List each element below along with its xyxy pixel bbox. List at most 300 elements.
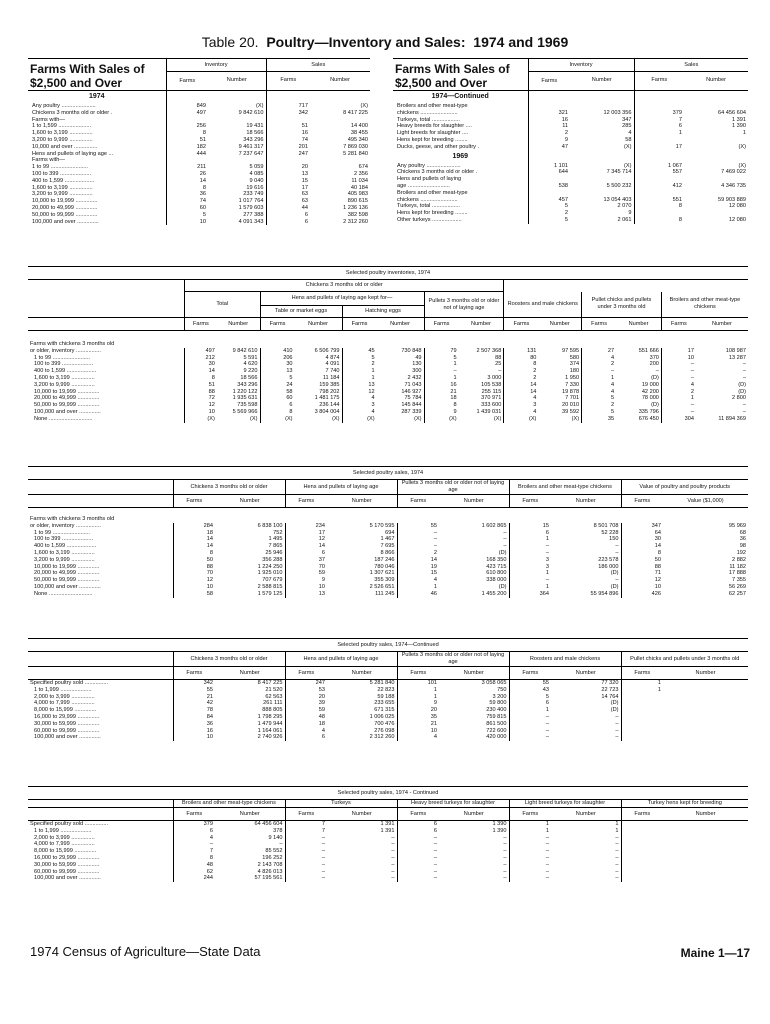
table-cell: 186 000 <box>598 563 619 570</box>
section-caption: Selected poultry sales, 1974 - Continued <box>28 787 748 800</box>
table-cell <box>663 828 748 835</box>
table-cell: – <box>279 841 283 848</box>
table-row <box>28 130 370 137</box>
table-row <box>28 734 748 741</box>
heading-right <box>393 59 528 91</box>
table-cell: 1 439 031 <box>476 408 502 415</box>
table-cell <box>621 869 663 876</box>
table-cell: 7 701 <box>565 395 580 402</box>
table-cell: 150 <box>609 536 619 543</box>
table-cell: 426 <box>621 591 663 598</box>
table-cell: 2 312 260 <box>369 734 395 741</box>
table-cell: 192 <box>736 549 747 556</box>
col-number: Number <box>226 77 247 84</box>
table-cell: 79 <box>424 348 459 355</box>
table-cell: 21 <box>424 389 459 396</box>
row-label: Broilers and other meat-type <box>397 189 468 196</box>
table-cell: 16 <box>424 382 459 389</box>
table-cell: 347 <box>622 116 632 123</box>
table-cell: 63 <box>266 198 310 205</box>
col-number: Number <box>215 808 285 821</box>
heading-line-1: Farms With Sales of <box>395 62 510 76</box>
table-cell <box>663 869 748 876</box>
top-left-table <box>28 58 370 225</box>
table-row <box>28 721 748 728</box>
table-cell: 8 <box>424 402 459 409</box>
table-cell: 256 <box>166 123 208 130</box>
table-cell: 88 <box>621 564 663 571</box>
table-cell: 9 <box>424 409 459 416</box>
table-cell: 12 080 <box>728 203 747 210</box>
col-number: Number <box>215 667 285 680</box>
table-cell: 674 <box>358 164 369 171</box>
table-cell: 59 <box>285 570 327 577</box>
stub-label: Farms with chickens 3 months old <box>30 516 115 522</box>
table-cell: 12 <box>342 389 377 396</box>
row-label: 400 to 1,599 ................... <box>34 368 97 375</box>
row-label: 1 to 99 ........................ <box>32 164 88 171</box>
table-cell: – <box>397 536 439 543</box>
col-header: Broilers and other meat-type chickens <box>509 480 621 495</box>
table-cell: 9 040 <box>249 177 264 184</box>
table-cell: – <box>655 368 659 375</box>
col-number: Number <box>439 667 509 680</box>
table-cell: 1 <box>634 130 684 137</box>
table-cell: – <box>615 549 619 556</box>
col-number: Number <box>551 667 621 680</box>
table-cell: 24 <box>260 382 295 389</box>
table-cell: 19 431 <box>246 123 264 130</box>
table-cell: 8 <box>504 361 539 368</box>
table-cell: 21 520 <box>265 686 283 693</box>
table-cell: – <box>615 868 619 875</box>
row-label: 10,000 to 19,999 .............. <box>32 198 98 205</box>
table-cell: 14 400 <box>350 123 369 130</box>
col-farms: Farms <box>661 318 696 331</box>
table-cell: (X) <box>342 416 377 423</box>
table-cell: – <box>285 862 327 869</box>
table-cell: (X) <box>571 415 580 422</box>
table-row <box>28 178 370 185</box>
table-cell: – <box>615 713 619 720</box>
table-cell: 1 006 025 <box>369 713 395 720</box>
table-cell: 20 <box>397 707 439 714</box>
table-cell: 233 655 <box>374 700 395 707</box>
year-label: 1974—Continued <box>431 93 489 100</box>
table-cell: 8 <box>621 550 663 557</box>
table-cell: 342 <box>266 110 310 117</box>
col-header: Table or market eggs <box>260 306 342 318</box>
col-number: Number <box>706 77 726 84</box>
table-cell: 1 <box>582 375 617 382</box>
table-cell <box>266 117 310 124</box>
table-cell: 707 679 <box>262 577 283 584</box>
row-label: 1,600 to 3,199 ............... <box>34 374 95 381</box>
table-cell: 1 <box>342 368 377 375</box>
table-cell: 7 <box>285 828 327 835</box>
table-cell <box>166 157 208 164</box>
col-header: Chickens 3 months old or older <box>173 480 285 495</box>
row-label: 400 to 1,599 ................... <box>32 177 95 184</box>
table-cell: 2 143 708 <box>257 861 283 868</box>
row-label: Any poultry ...................... <box>397 162 461 169</box>
row-label: 100 to 399 .................... <box>32 170 92 177</box>
table-cell: – <box>661 402 696 409</box>
table-row <box>28 375 748 382</box>
table-cell: – <box>742 408 746 415</box>
table-cell: 14 <box>166 178 208 185</box>
col-number: Number <box>439 808 509 821</box>
table-cell: 26 <box>166 171 208 178</box>
col-farms: Farms <box>173 495 215 508</box>
table-row <box>28 409 748 416</box>
table-cell: 15 <box>509 523 551 530</box>
table-cell <box>634 176 684 183</box>
table-cell: 4 085 <box>249 170 264 177</box>
row-label: Farms with— <box>32 116 65 123</box>
table-cell: 58 <box>173 591 215 598</box>
sales-table-1 <box>28 466 748 598</box>
table-cell: – <box>503 536 507 543</box>
table-cell: 38 455 <box>350 130 369 137</box>
table-cell: 1 <box>424 375 459 382</box>
col-farms: Farms <box>397 495 439 508</box>
table-cell: 53 <box>285 687 327 694</box>
table-cell <box>684 103 748 110</box>
table-row <box>28 875 748 882</box>
table-cell: 17 888 <box>728 570 747 577</box>
table-cell: 1 017 764 <box>238 198 264 205</box>
table-cell: 64 456 604 <box>718 109 747 116</box>
heading-line-2: $2,500 and Over <box>395 76 488 90</box>
table-cell: – <box>509 734 551 741</box>
table-cell: 538 <box>528 183 570 190</box>
table-cell: – <box>391 841 395 848</box>
table-cell: 20 <box>285 694 327 701</box>
table-cell <box>621 835 663 842</box>
table-cell: 105 538 <box>481 381 502 388</box>
table-cell: – <box>615 875 619 882</box>
col-header: Broilers and other meat-type chickens <box>173 800 285 808</box>
table-cell: 5 <box>424 355 459 362</box>
table-cell: 77 320 <box>601 680 619 686</box>
row-label: 100,000 and over .............. <box>34 875 101 882</box>
col-farms: Farms <box>173 667 215 680</box>
col-number: Number <box>696 318 748 331</box>
table-cell: (D) <box>610 700 619 707</box>
table-cell: 4 <box>173 835 215 842</box>
row-label: Broilers and other meat-type <box>397 103 468 109</box>
table-row <box>28 694 748 701</box>
table-cell: 2 070 <box>617 203 632 210</box>
footer-source: 1974 Census of Agriculture—State Data <box>30 944 261 959</box>
table-cell: – <box>391 875 395 882</box>
table-cell: 1 935 631 <box>232 395 258 402</box>
col-farms: Farms <box>509 808 551 821</box>
row-label: 100,000 and over .............. <box>32 218 99 225</box>
table-cell <box>621 821 663 828</box>
table-cell: 187 246 <box>374 556 395 563</box>
table-cell: 1 390 <box>492 827 507 834</box>
table-cell: 2 <box>528 210 570 217</box>
row-label: 1 to 99 ........................ <box>34 529 90 536</box>
table-cell <box>663 707 748 714</box>
row-label: Turkeys, total .................. <box>397 203 460 210</box>
table-cell <box>684 210 748 217</box>
table-cell: 52 228 <box>601 529 619 536</box>
year-label: 1974 <box>88 93 105 100</box>
table-cell: 10 <box>397 728 439 735</box>
table-cell: 849 <box>166 103 208 110</box>
table-row <box>28 191 370 198</box>
table-cell: – <box>661 375 696 382</box>
table-cell: 27 <box>582 348 617 355</box>
table-row <box>28 117 370 124</box>
table-row <box>28 862 748 869</box>
table-row <box>393 210 748 217</box>
table-row <box>28 828 748 835</box>
table-cell: – <box>509 855 551 862</box>
table-cell: 2 312 260 <box>343 218 369 225</box>
col-header: Pullets 3 months old or older not of laying age <box>397 652 509 667</box>
col-number: Number <box>330 77 350 84</box>
table-row <box>28 835 748 842</box>
table-cell: 750 <box>497 686 507 693</box>
table-cell: 236 144 <box>319 402 340 409</box>
table-row <box>28 389 748 396</box>
table-row <box>28 855 748 862</box>
col-number: Number <box>439 495 509 508</box>
table-cell <box>621 862 663 869</box>
col-header: Hens and pullets of laying age kept for— <box>260 292 424 306</box>
table-cell: 356 288 <box>262 556 283 563</box>
col-header: Hens and pullets of laying age <box>285 652 397 667</box>
table-cell: 1 <box>424 361 459 368</box>
col-number: Value ($1,000) <box>663 495 748 508</box>
row-label: 16,000 to 29,999 .............. <box>34 713 100 720</box>
col-farms: Farms <box>397 667 439 680</box>
table-cell: 8 <box>173 855 215 862</box>
table-cell: 287 339 <box>401 408 422 415</box>
table-cell: 18 566 <box>246 130 264 137</box>
table-cell: 17 <box>661 348 696 355</box>
table-cell: 35 <box>397 714 439 721</box>
col-number: Number <box>459 318 504 331</box>
col-header: Turkey hens kept for breeding <box>621 800 748 808</box>
table-cell: 70 <box>173 570 215 577</box>
table-cell: 2 <box>582 402 617 409</box>
table-cell: (D) <box>498 549 507 556</box>
table-cell: – <box>391 834 395 841</box>
table-cell: 70 <box>285 564 327 571</box>
col-header: Pullet chicks and pullets under 3 months old <box>621 652 748 667</box>
table-cell: – <box>285 869 327 876</box>
table-cell: 4 874 <box>325 354 340 361</box>
table-cell: 14 <box>504 382 539 389</box>
table-row <box>28 416 748 423</box>
table-row <box>28 707 748 714</box>
table-cell: – <box>509 862 551 869</box>
table-cell: 2 588 815 <box>257 583 283 590</box>
table-cell: 48 <box>285 714 327 721</box>
row-label: 400 to 1,599 ................... <box>34 543 97 550</box>
table-row <box>393 103 748 110</box>
table-years: 1974 and 1969 <box>473 34 569 50</box>
col-number: Number <box>551 808 621 821</box>
col-header: Total <box>184 292 260 318</box>
table-cell: 412 <box>634 183 684 190</box>
table-cell: 1 <box>621 680 663 687</box>
table-row <box>393 130 748 137</box>
table-cell: 759 815 <box>486 713 507 720</box>
row-label: Specified poultry sold ............... <box>30 680 109 686</box>
table-row <box>28 219 370 226</box>
table-cell: 9 <box>285 577 327 584</box>
row-label: 20,000 to 49,999 .............. <box>34 395 100 402</box>
table-cell: 444 <box>166 151 208 158</box>
table-cell <box>166 117 208 124</box>
table-cell: 200 <box>649 361 659 368</box>
row-label: 1,600 to 3,199 ............... <box>32 184 93 191</box>
row-label: 10,000 to 19,999 .............. <box>34 388 100 395</box>
table-row <box>28 164 370 171</box>
table-row <box>28 564 748 571</box>
table-cell: 2 800 <box>732 395 746 402</box>
table-row <box>393 169 748 176</box>
table-cell: 343 296 <box>237 381 258 388</box>
table-cell: 11 184 <box>322 374 340 381</box>
table-cell <box>663 721 748 728</box>
table-cell: – <box>391 854 395 861</box>
table-cell: 1 <box>397 694 439 701</box>
table-cell: – <box>391 868 395 875</box>
table-cell: (X) <box>493 415 502 422</box>
table-cell: 3 <box>509 564 551 571</box>
table-cell: 25 946 <box>265 549 283 556</box>
table-cell: 2 <box>397 550 439 557</box>
table-cell <box>663 687 748 694</box>
table-cell: 59 903 889 <box>718 196 747 203</box>
table-cell: 2 882 <box>732 556 747 563</box>
table-row <box>28 584 748 591</box>
table-cell: 1 <box>342 375 377 382</box>
table-cell <box>621 841 663 848</box>
table-cell: 9 461 317 <box>238 143 264 150</box>
table-cell <box>621 828 663 835</box>
table-cell <box>663 835 748 842</box>
table-cell <box>621 700 663 707</box>
table-cell: 3 <box>509 557 551 564</box>
table-cell: 1 391 <box>732 116 747 123</box>
table-row <box>28 536 748 543</box>
table-cell: 95 969 <box>728 522 747 529</box>
table-cell <box>621 875 663 882</box>
table-cell <box>570 176 634 183</box>
table-row <box>393 123 748 130</box>
table-cell: 20 <box>266 164 310 171</box>
table-row <box>28 543 748 550</box>
table-cell: 5 <box>582 395 617 402</box>
col-header: Pullets 3 months old or older not of laying age <box>397 480 509 495</box>
table-cell: 223 578 <box>598 556 619 563</box>
table-cell: 423 715 <box>486 563 507 570</box>
table-cell <box>663 694 748 701</box>
table-row <box>28 680 748 687</box>
table-row <box>28 103 370 110</box>
table-row <box>28 205 370 212</box>
table-cell: 379 <box>173 821 215 828</box>
row-label: 30,000 to 59,999 .............. <box>34 861 100 868</box>
col-number: Number <box>616 318 661 331</box>
table-row <box>393 217 748 224</box>
table-cell: 88 <box>184 389 216 396</box>
table-cell: 247 <box>266 151 310 158</box>
table-cell: 7 740 <box>325 368 340 375</box>
row-label: Other turkeys ................... <box>397 216 462 223</box>
table-cell: 4 <box>582 355 617 362</box>
table-cell: 2 507 368 <box>476 347 502 354</box>
table-cell: 497 <box>184 348 216 355</box>
col-farms: Farms <box>528 71 570 90</box>
table-cell: 130 <box>412 361 422 368</box>
table-cell: 62 <box>173 869 215 876</box>
table-cell: 2 <box>504 368 539 375</box>
table-cell: – <box>173 841 215 848</box>
col-farms: Farms <box>582 318 617 331</box>
stub-label: Farms with chickens 3 months old <box>30 341 115 347</box>
table-cell: 51 <box>184 382 216 389</box>
table-cell: – <box>503 834 507 841</box>
table-cell: 88 <box>173 564 215 571</box>
table-cell: 5 569 966 <box>232 408 258 415</box>
table-cell: 370 <box>649 354 659 361</box>
table-row <box>28 144 370 151</box>
table-cell: 35 <box>582 416 617 423</box>
table-cell: 59 800 <box>489 700 507 707</box>
table-cell: 5 059 <box>249 164 264 171</box>
table-cell: 13 <box>285 591 327 598</box>
table-cell: 16 <box>528 117 570 124</box>
table-row <box>28 550 748 557</box>
row-label: 100,000 and over .............. <box>34 408 101 415</box>
table-cell: 374 <box>569 361 580 368</box>
table-cell: – <box>503 875 507 882</box>
table-cell <box>684 137 748 144</box>
table-cell: 68 <box>739 529 747 536</box>
col-number: Number <box>327 808 397 821</box>
table-cell: 39 592 <box>561 408 580 415</box>
heading-line-2: $2,500 and Over <box>30 76 123 90</box>
table-cell: (D) <box>651 402 659 409</box>
table-cell: 8 417 225 <box>343 109 369 116</box>
table-cell: 7 355 <box>732 577 747 584</box>
table-cell: 25 <box>495 361 502 368</box>
table-row <box>28 151 370 158</box>
table-cell: – <box>509 721 551 728</box>
table-cell: 75 784 <box>404 395 422 402</box>
table-cell: 890 615 <box>347 198 369 205</box>
table-cell: 5 <box>582 409 617 416</box>
table-cell: 1 <box>509 536 551 543</box>
row-label: Hens and pullets of laying <box>397 176 462 183</box>
table-cell: – <box>661 368 696 375</box>
table-cell: 8 <box>634 217 684 224</box>
table-row <box>28 728 748 735</box>
table-cell: 4 <box>582 382 617 389</box>
row-label: 3,200 to 9,999 ............... <box>34 556 95 563</box>
row-label: 4,000 to 7,999 ............... <box>34 841 95 848</box>
table-row <box>28 157 370 164</box>
